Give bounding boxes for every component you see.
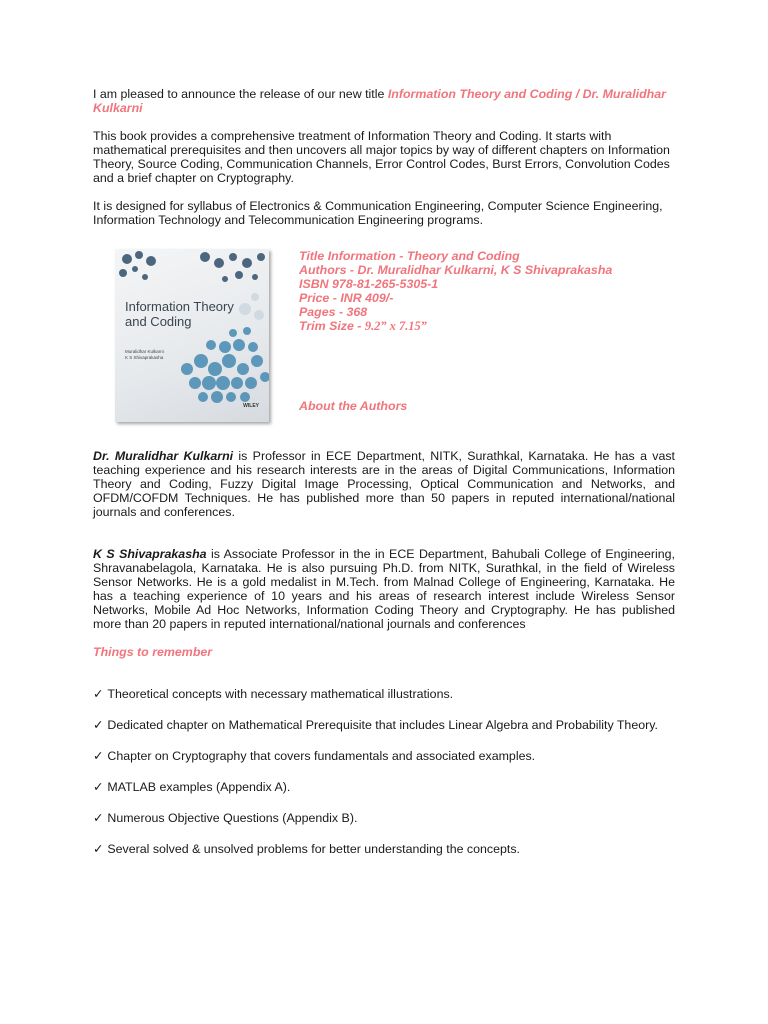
feature-text: Numerous Objective Questions (Appendix B).: [107, 811, 358, 825]
intro-text: I am pleased to announce the release of our new title: [93, 87, 388, 101]
cover-author: K S Shivaprakasha: [125, 355, 164, 360]
feature-list: [93, 687, 675, 856]
feature-text: MATLAB examples (Appendix A).: [107, 780, 291, 794]
author-bio-text: is Professor in ECE Department, NITK, Surathkal, Karnataka. He has a vast teaching experience and his research interests are in the areas of Digital Communications, Information Theory and Coding, Fuzzy Digital Image Processing, Optical Communication and Networks, and OFDM/COFDM Techniques. He has published more than 50 papers in reputed international/national journals and conferences.: [93, 449, 676, 519]
intro-paragraph: [93, 87, 675, 115]
feature-text: Theoretical concepts with necessary mathematical illustrations.: [107, 687, 454, 701]
cover-author: Muralidhar Kulkarni: [125, 349, 164, 354]
cover-authors: [125, 349, 164, 361]
feature-text: Dedicated chapter on Mathematical Prerequisite that includes Linear Algebra and Probability Theory.: [107, 718, 658, 732]
description-paragraph: This book provides a comprehensive treatment of Information Theory and Coding. It starts with mathematical prerequisites and then uncovers all major topics by way of different chapters on Information Theory, Source Coding, Communication Channels, Error Control Codes, Burst Errors, Convolution Codes and a brief chapter on Cryptography.: [93, 129, 670, 185]
detail-trim-size: [299, 319, 612, 333]
author-bio-text: is Associate Professor in the in ECE Department, Bahubali College of Engineering, Shravanabelagola, Karnataka. He is also pursuing Ph.D. from NITK, Surathkal, in the field of Wireless Sensor Networks. He is a gold medalist in M.Tech. from Malnad College of Engineering, Karnataka. He has a teaching experience of 10 years and his areas of research interest include Wireless Sensor Networks, Mobile Ad Hoc Networks, Information Coding Theory and Cryptography. He has published more than 20 papers in reputed international/national journals and conferences: [93, 547, 675, 631]
cover-title: Information Theory and Coding: [125, 299, 234, 329]
checkmark-icon: ✓: [93, 842, 104, 856]
detail-authors: Authors - Dr. Muralidhar Kulkarni, K S Shivaprakasha: [299, 263, 613, 277]
detail-price: Price - INR 409/-: [299, 291, 394, 305]
list-item: [93, 780, 675, 794]
author-bio: [93, 547, 675, 631]
detail-title: Title Information - Theory and Coding: [299, 249, 520, 263]
cover-hexagon-pattern: [115, 249, 269, 422]
checkmark-icon: ✓: [93, 749, 104, 763]
author-name: Dr. Muralidhar Kulkarni: [93, 449, 234, 463]
book-title-link[interactable]: Information Theory and Coding / Dr. Muralidhar Kulkarni: [93, 87, 666, 115]
things-to-remember-heading: Things to remember: [93, 645, 213, 659]
trim-label: Trim Size -: [299, 319, 365, 333]
list-item: [93, 687, 675, 701]
checkmark-icon: ✓: [93, 780, 104, 794]
book-cover-image: [115, 249, 269, 422]
list-item: [93, 842, 675, 856]
checkmark-icon: ✓: [93, 811, 104, 825]
feature-text: Chapter on Cryptography that covers fundamentals and associated examples.: [107, 749, 536, 763]
detail-pages: Pages - 368: [299, 305, 368, 319]
publisher-logo: WILEY: [243, 403, 259, 409]
trim-value: 9.2” x 7.15”: [364, 319, 427, 333]
audience-paragraph: It is designed for syllabus of Electronics & Communication Engineering, Computer Science Engineering, Information Technology and Telecommunication Engineering programs.: [93, 199, 663, 227]
book-info-block: [93, 249, 675, 449]
document-page: [93, 87, 675, 873]
detail-isbn: ISBN 978-81-265-5305-1: [299, 277, 439, 291]
list-item: [93, 811, 675, 825]
feature-text: Several solved & unsolved problems for better understanding the concepts.: [107, 842, 520, 856]
checkmark-icon: ✓: [93, 718, 104, 732]
author-name: K S Shivaprakasha: [93, 547, 207, 561]
list-item: [93, 718, 675, 732]
list-item: [93, 749, 675, 763]
book-details: [299, 249, 612, 333]
about-authors-heading: About the Authors: [299, 399, 408, 413]
author-bio: [93, 449, 675, 519]
checkmark-icon: ✓: [93, 687, 104, 701]
